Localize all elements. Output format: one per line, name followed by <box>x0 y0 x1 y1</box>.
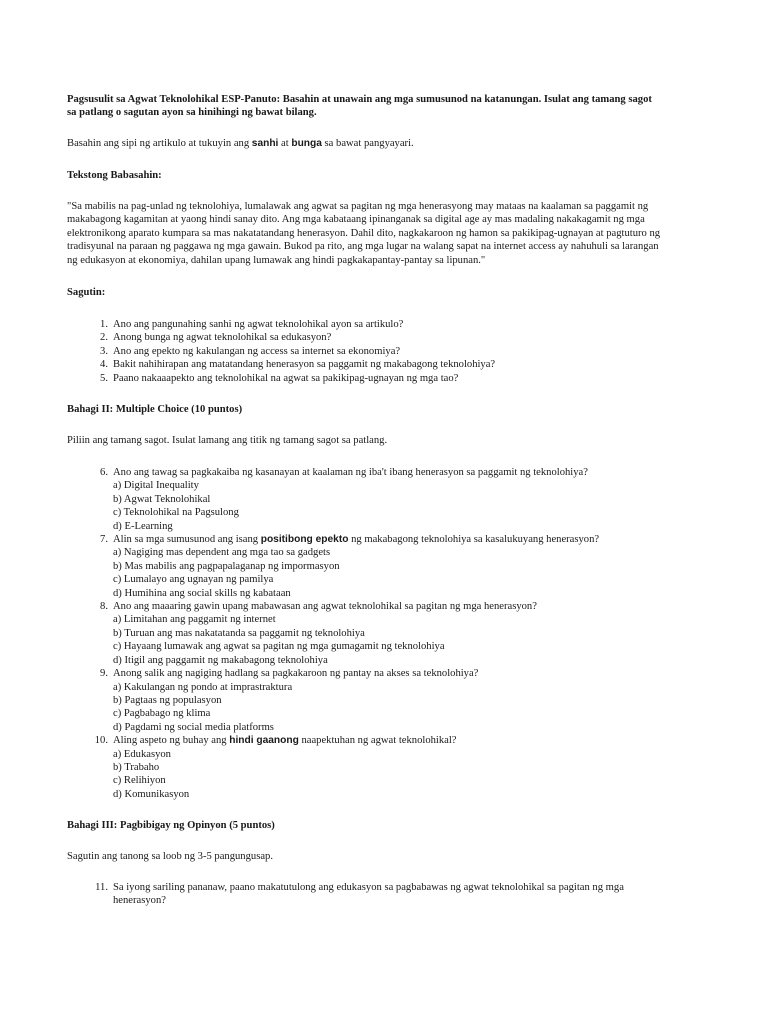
part2-instruction: Piliin ang tamang sagot. Isulat lamang ang titik ng tamang sagot sa patlang. <box>67 435 388 446</box>
question-text-end: naapektuhan ng agwat teknolohikal? <box>298 735 457 747</box>
question-text: Anong bunga ng agwat teknolohikal sa edukasyon? <box>113 332 332 344</box>
answer-option: a) Nagiging mas dependent ang mga tao sa gadgets <box>113 547 331 559</box>
question-number: 4. <box>100 359 108 371</box>
question-text: Ano ang epekto ng kakulangan ng access sa internet sa ekonomiya? <box>113 345 401 357</box>
question-bold-positibong-epekto: positibong epekto <box>260 534 349 546</box>
question-item <box>67 600 707 667</box>
answer-option: a) Kakulangan ng pondo at imprastraktura <box>113 681 293 693</box>
answer-option: b) Turuan ang mas nakatatanda sa paggamit ng teknolohiya <box>113 627 365 639</box>
reading-passage <box>67 200 707 267</box>
answer-option: b) Mas mabilis ang pagpapalaganap ng impormasyon <box>113 560 340 572</box>
answer-option: d) Humihina ang social skills ng kabataan <box>113 587 291 599</box>
part3-heading: Bahagi III: Pagbibigay ng Opinyon (5 puntos) <box>67 820 275 831</box>
part2-heading: Bahagi II: Multiple Choice (10 puntos) <box>67 404 243 415</box>
question-item <box>67 358 707 371</box>
answer-option: a) Digital Inequality <box>113 480 199 492</box>
intro-bold-sanhi: sanhi <box>251 138 279 149</box>
question-number: 3. <box>100 345 108 357</box>
passage-line: tradisyunal na paraan ng paggawa ng mga gawain. Bukod pa rito, ang mga lugar na walang sapat na internet access ay nahuhuli sa larangan <box>67 241 659 253</box>
question-number: 8. <box>100 601 108 613</box>
answer-option: c) Teknolohikal na Pagsulong <box>113 507 239 519</box>
answer-option: b) Pagtaas ng populasyon <box>113 694 222 706</box>
answer-option: d) Pagdami ng social media platforms <box>113 721 274 733</box>
answer-option: a) Limitahan ang paggamit ng internet <box>113 614 276 626</box>
question-text-start: Alin sa mga sumusunod ang isang <box>113 534 261 546</box>
passage-line: elektronikong aparato kumpara sa mas nakatatandang henerasyon. Dahil dito, nagkakaroon ng hamon sa pakikipag-ugnayan at pagtuturo ng <box>67 227 661 239</box>
answer-option: b) Trabaho <box>113 761 160 773</box>
question-number: 9. <box>100 668 108 680</box>
intro-text-start: Basahin ang sipi ng artikulo at tukuyin ang <box>67 138 252 149</box>
answer-option: c) Relihiyon <box>113 775 166 787</box>
question-item <box>67 734 707 801</box>
question-number: 6. <box>100 467 108 478</box>
question-text-line1: Sa iyong sariling pananaw, paano makatutulong ang edukasyon sa pagbabawas ng agwat teknolohikal sa pagitan ng mga <box>113 882 624 893</box>
question-bold-hindi-gaanong: hindi gaanong <box>229 735 299 747</box>
intro-text-mid: at <box>278 138 292 149</box>
answer-option: d) Komunikasyon <box>113 788 190 800</box>
question-item <box>67 881 707 908</box>
answer-option: b) Agwat Teknolohikal <box>113 493 211 505</box>
title-line-2: sa patlang o sagutan ayon sa hinihingi ng bawat bilang. <box>67 107 317 119</box>
question-text-start: Aling aspeto ng buhay ang <box>113 735 230 747</box>
passage-line: makabagong kagamitan at yaong hindi sanay dito. Ang mga kabataang ipinanganak sa digital age ay mas madaling nakakagamit ng mga <box>67 214 645 226</box>
answer-option: a) Edukasyon <box>113 748 171 760</box>
question-number: 7. <box>100 534 108 546</box>
question-text-line2: henerasyon? <box>113 895 166 907</box>
intro-text-end: sa bawat pangyayari. <box>321 138 414 149</box>
question-text: Ano ang tawag sa pagkakaiba ng kasanayan at kaalaman ng iba't ibang henerasyon sa paggamit ng teknolohiya? <box>113 467 588 478</box>
question-item <box>67 533 707 600</box>
question-item <box>67 318 707 331</box>
question-item <box>67 667 707 734</box>
question-text-end: ng makabagong teknolohiya sa kasalukuyang henerasyon? <box>348 534 600 546</box>
sagutin-heading: Sagutin: <box>67 287 106 298</box>
question-text: Ano ang pangunahing sanhi ng agwat teknolohikal ayon sa artikulo? <box>113 319 404 330</box>
part1-question-list <box>67 318 707 385</box>
intro-bold-bunga: bunga <box>291 138 322 149</box>
question-item <box>67 345 707 358</box>
answer-option: d) Itigil ang paggamit ng makabagong teknolohiya <box>113 654 328 666</box>
question-text: Bakit nahihirapan ang matatandang henerasyon sa paggamit ng makabagong teknolohiya? <box>113 359 496 371</box>
question-number: 2. <box>100 332 108 344</box>
intro-instruction <box>67 137 707 150</box>
answer-option: d) E-Learning <box>113 520 173 532</box>
question-text: Paano nakaaapekto ang teknolohikal na agwat sa pakikipag-ugnayan ng mga tao? <box>113 372 459 384</box>
question-number: 5. <box>100 372 108 384</box>
title-line-1: Pagsusulit sa Agwat Teknolohikal ESP-Panuto: Basahin at unawain ang mga sumusunod na katanungan. Isulat ang tamang sagot <box>67 94 652 105</box>
passage-line: "Sa mabilis na pag-unlad ng teknolohiya, lumalawak ang agwat sa pagitan ng mga henerasyong may mataas na kaalaman sa paggamit ng <box>67 201 649 212</box>
question-item <box>67 331 707 344</box>
part2-question-list <box>67 466 707 801</box>
question-text: Anong salik ang nagiging hadlang sa pagkakaroon ng pantay na akses sa teknolohiya? <box>113 668 479 680</box>
question-item <box>67 466 707 533</box>
part3-question-list <box>67 881 707 908</box>
passage-line: ng edukasyon at ekonomiya, dahilan upang lumawak ang hindi pagkakapantay-pantay sa lipunan." <box>67 254 486 266</box>
part3-instruction: Sagutin ang tanong sa loob ng 3-5 pangungusap. <box>67 851 273 862</box>
document-title <box>67 93 707 120</box>
question-item <box>67 372 707 385</box>
question-number: 11. <box>95 882 108 893</box>
answer-option: c) Lumalayo ang ugnayan ng pamilya <box>113 574 274 586</box>
reading-heading: Tekstong Babasahin: <box>67 170 162 181</box>
question-number: 10. <box>94 735 108 747</box>
answer-option: c) Pagbabago ng klima <box>113 708 211 720</box>
answer-option: c) Hayaang lumawak ang agwat sa pagitan ng mga gumagamit ng teknolohiya <box>113 641 445 653</box>
question-number: 1. <box>100 319 108 330</box>
question-text: Ano ang maaaring gawin upang mabawasan ang agwat teknolohikal sa pagitan ng mga henerasyon? <box>113 601 537 613</box>
